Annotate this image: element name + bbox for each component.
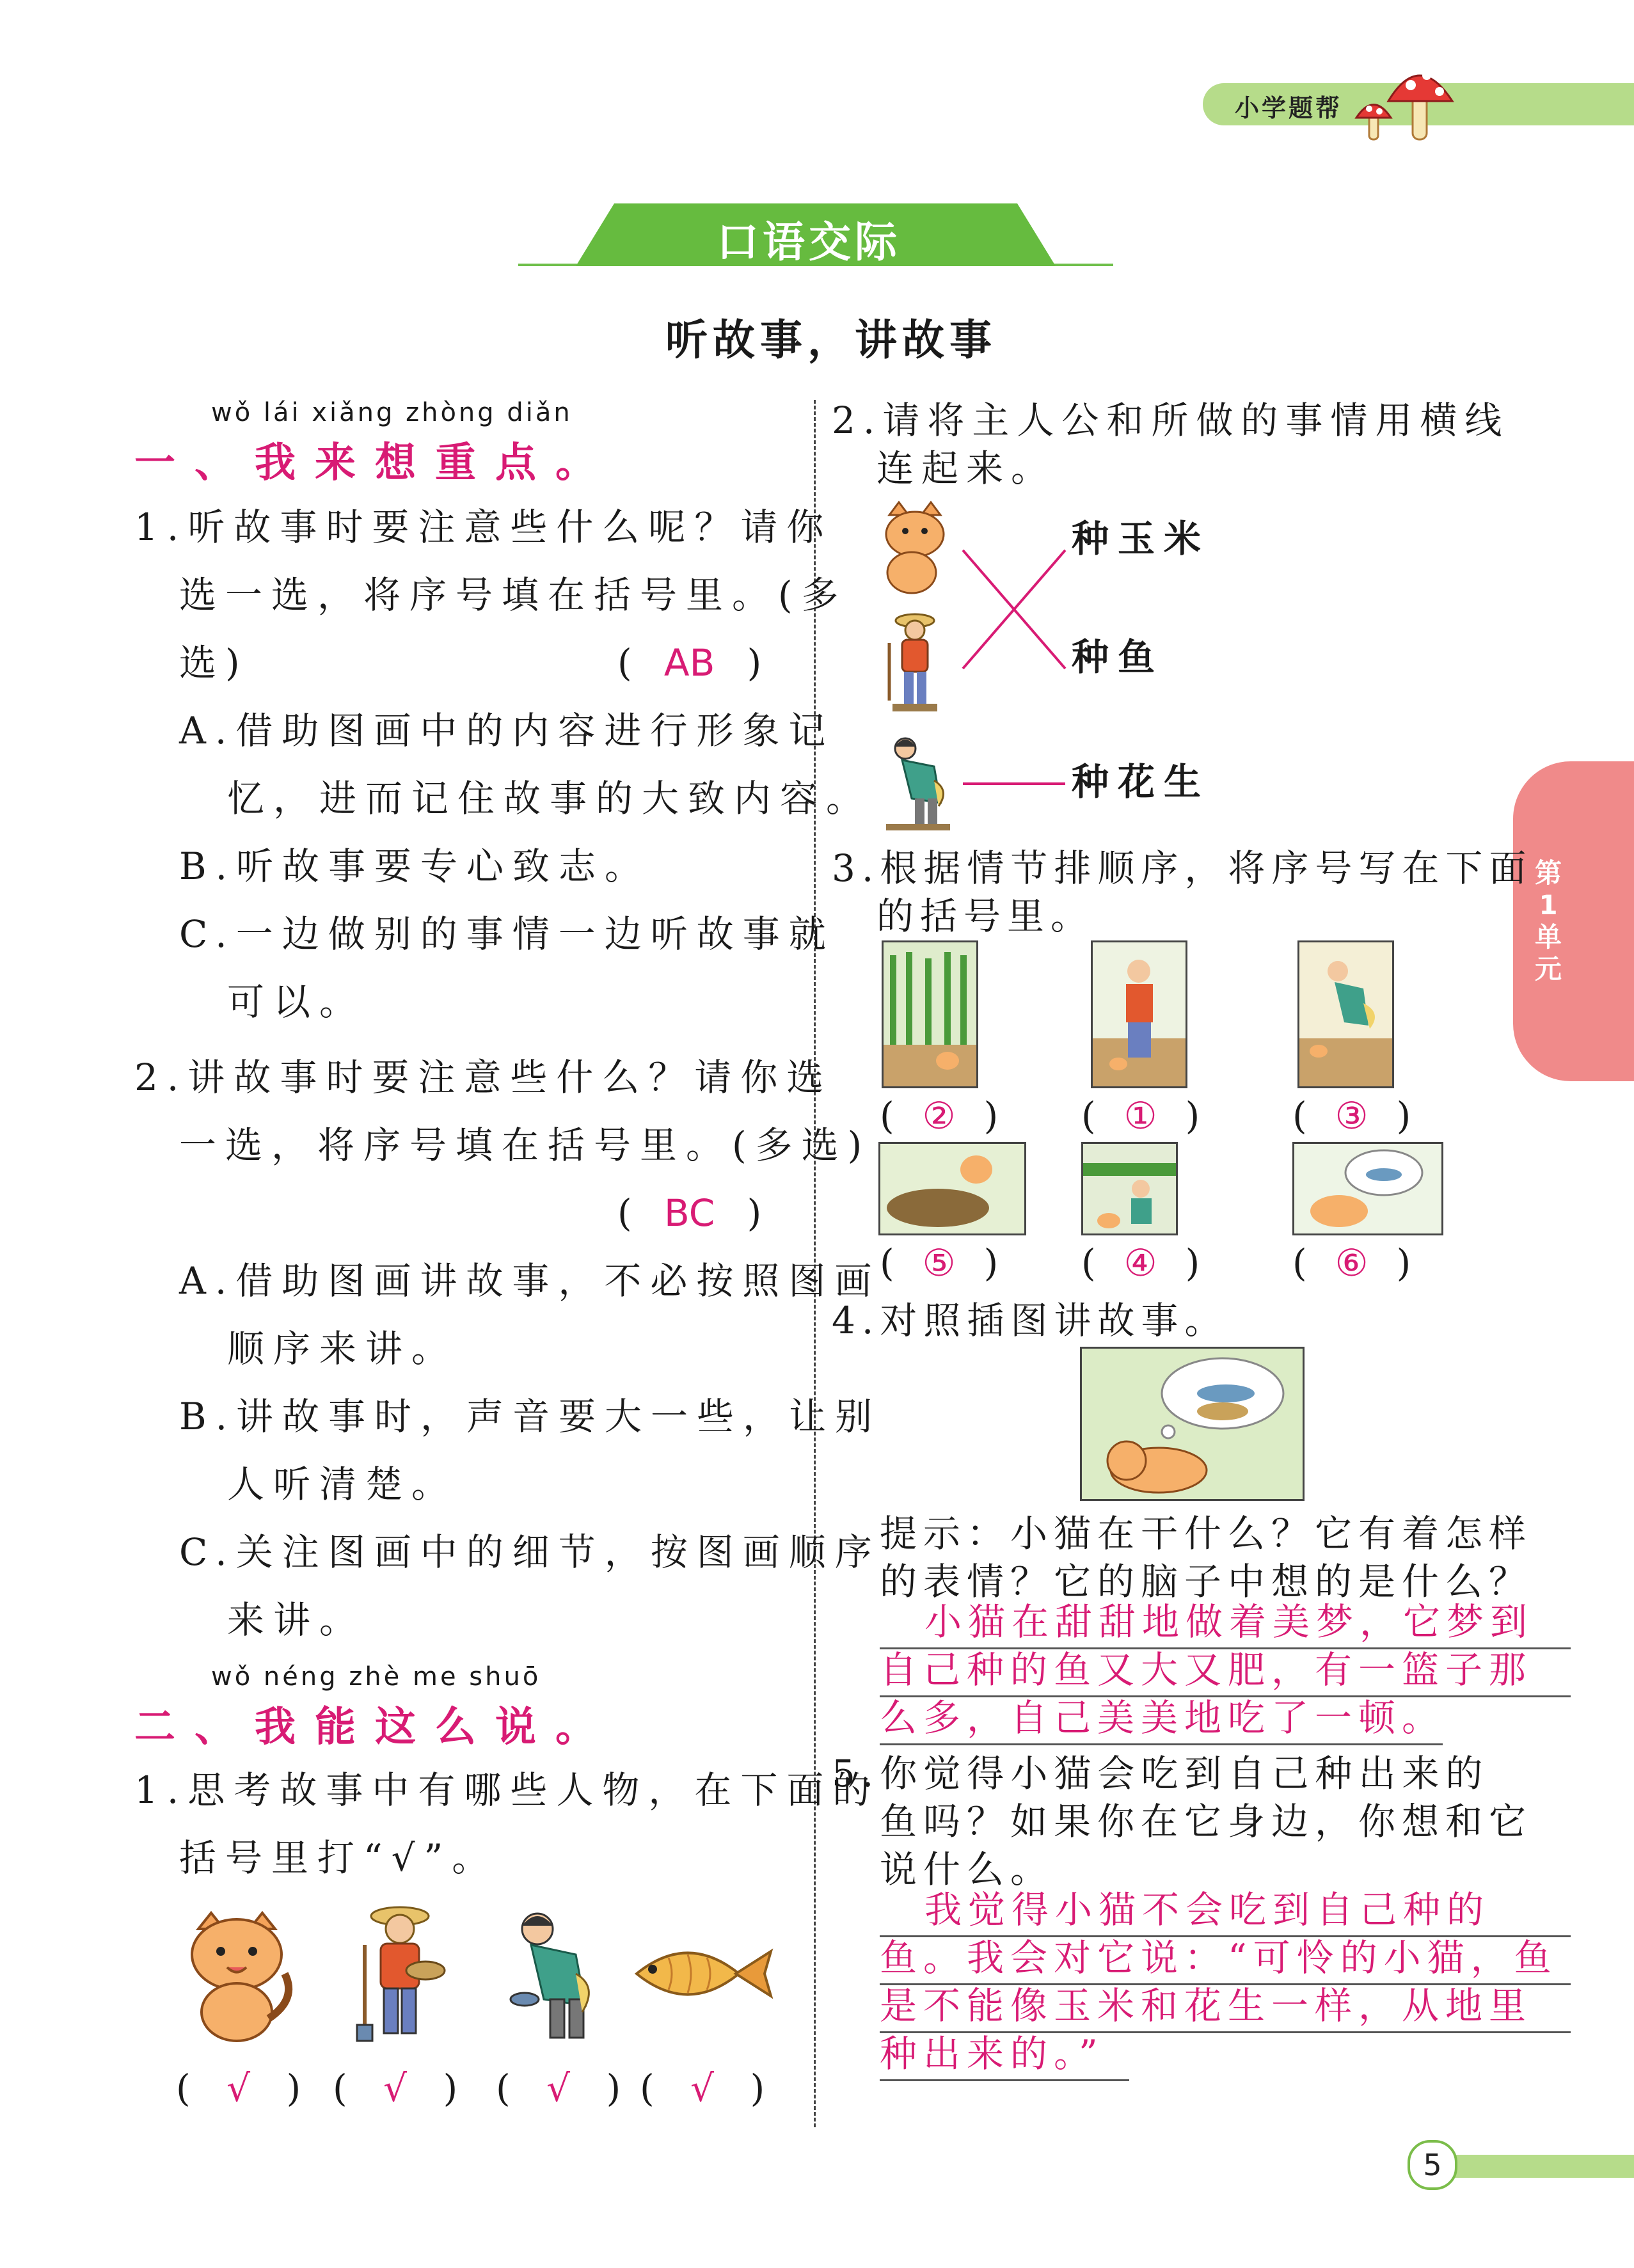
s1q2-optC1: C.关注图画中的细节，按图画顺序 [179,1530,881,1574]
cat-figure [173,1910,301,2044]
rq2-line1: 2.请将主人公和所做的事情用横线 [832,399,1510,442]
sequence-panel-2 [1091,940,1187,1088]
story-illustration [1080,1347,1305,1501]
sequence-panel-1 [882,940,978,1088]
section2-title: 二、我能这么说。 [134,1704,615,1751]
check-box-3: ( √ ) [496,2066,621,2110]
s1q2-optC2: 来讲。 [227,1598,366,1642]
s2q1-line2: 括号里打“√”。 [179,1836,498,1880]
rq5-answer-2: 鱼。我会对它说：“可怜的小猫，鱼 [880,1932,1571,1985]
s1q2-optA2: 顺序来讲。 [227,1327,458,1370]
match-item-3: 种花生 [1072,760,1210,804]
sequence-panel-5 [1081,1142,1178,1235]
rq2-line2: 连起来。 [876,447,1056,490]
check-answer-3: √ [546,2066,571,2110]
rq4-answer-2: 自己种的鱼又大又肥，有一篮子那 [880,1644,1571,1697]
s1q1-answer-box: ( AB ) [617,630,761,696]
rq4-hint1: 提示：小猫在干什么？它有着怎样 [880,1512,1533,1555]
match-lines [956,531,1078,800]
rq5-line1: 5.你觉得小猫会吃到自己种出来的 [832,1752,1489,1795]
seq-box-4: ( ⑤ ) [880,1241,999,1285]
rq4-hint2: 的表情？它的脑子中想的是什么？ [880,1560,1533,1603]
rq5-line2: 鱼吗？如果你在它身边，你想和它 [880,1800,1533,1843]
s1q2-line2: 一选，将序号填在括号里。(多选) [179,1123,871,1167]
seq-answer-2: ① [1123,1094,1157,1138]
check-answer-2: √ [383,2066,408,2110]
seq-box-2: ( ① ) [1081,1094,1200,1138]
s1q2-optB1: B.讲故事时，声音要大一些，让别 [179,1395,882,1438]
check-box-1: ( √ ) [176,2066,301,2110]
rq4-answer-3: 么多，自己美美地吃了一顿。 [880,1692,1443,1745]
mushroom-icon [1350,56,1465,146]
seq-box-1: ( ② ) [880,1094,999,1138]
check-box-4: ( √ ) [640,2066,765,2110]
check-answer-1: √ [226,2066,251,2110]
seq-answer-3: ③ [1335,1094,1368,1138]
s1q2-answer: BC [664,1191,715,1235]
s1q2-optA1: A.借助图画讲故事，不必按照图画 [179,1259,881,1303]
farmer-woman-figure [499,1903,608,2044]
seq-answer-5: ④ [1123,1241,1157,1285]
seq-box-5: ( ④ ) [1081,1241,1200,1285]
seq-answer-1: ② [922,1094,956,1138]
s1q2-answer-box: ( BC ) [617,1180,761,1246]
sequence-panel-4 [878,1142,1026,1235]
s1q1-optC1: C.一边做别的事情一边听故事就 [179,912,835,956]
rq3-line2: 的括号里。 [876,894,1095,938]
s1q1-line2: 选一选，将序号填在括号里。(多 [179,573,848,617]
s1q1-optB: B.听故事要专心致志。 [179,845,651,888]
match-cat [876,499,953,595]
section2-pinyin: wǒ néng zhè me shuō [211,1662,541,1692]
s1q1-line3: 选) [179,641,249,685]
footer-bar [1433,2155,1634,2178]
s1q1-optA2: 忆，进而记住故事的大致内容。 [227,777,873,820]
rq5-answer-3: 是不能像玉米和花生一样，从地里 [880,1980,1571,2033]
match-item-1: 种玉米 [1072,517,1210,560]
page-number: 5 [1408,2140,1457,2190]
match-farmer-man [880,611,950,713]
rq4-line1: 4.对照插图讲故事。 [832,1299,1228,1342]
farmer-man-figure [345,1900,454,2047]
s1q1-answer: AB [663,641,715,685]
seq-box-3: ( ③ ) [1292,1094,1411,1138]
sequence-panel-6 [1292,1142,1443,1235]
check-answer-4: √ [690,2066,715,2110]
seq-answer-4: ⑤ [922,1241,956,1285]
rq4-answer-1: 小猫在甜甜地做着美梦，它梦到 [880,1596,1571,1649]
brand-label: 小学题帮 [1235,94,1343,122]
sequence-panel-3 [1297,940,1394,1088]
unit-tab-label: 第 1 单 元 [1534,857,1562,985]
s1q1-optC2: 可以。 [227,980,366,1024]
section1-title: 一、我来想重点。 [134,440,615,487]
fish-figure [624,1939,777,2009]
seq-answer-6: ⑥ [1335,1241,1368,1285]
rq5-answer-4: 种出来的。” [880,2028,1129,2081]
match-farmer-woman [880,729,956,832]
s1q1-optA1: A.借助图画中的内容进行形象记 [179,709,835,752]
rq3-line1: 3.根据情节排顺序，将序号写在下面 [832,846,1533,890]
section1-pinyin: wǒ lái xiǎng zhòng diǎn [211,398,573,427]
s2q1-line1: 1.思考故事中有哪些人物，在下面的 [134,1768,879,1812]
rq5-line3: 说什么。 [880,1848,1054,1891]
banner-title: 口语交际 [717,218,901,267]
check-box-2: ( √ ) [333,2066,458,2110]
seq-box-6: ( ⑥ ) [1292,1241,1411,1285]
match-item-2: 种鱼 [1072,635,1164,679]
lesson-title: 听故事，讲故事 [665,315,997,365]
s1q1-line1: 1.听故事时要注意些什么呢？请你 [134,505,833,549]
rq5-answer-1: 我觉得小猫不会吃到自己种的 [880,1884,1571,1937]
s1q2-line1: 2.讲故事时要注意些什么？请你选 [134,1056,833,1099]
s1q2-optB2: 人听清楚。 [227,1463,458,1506]
